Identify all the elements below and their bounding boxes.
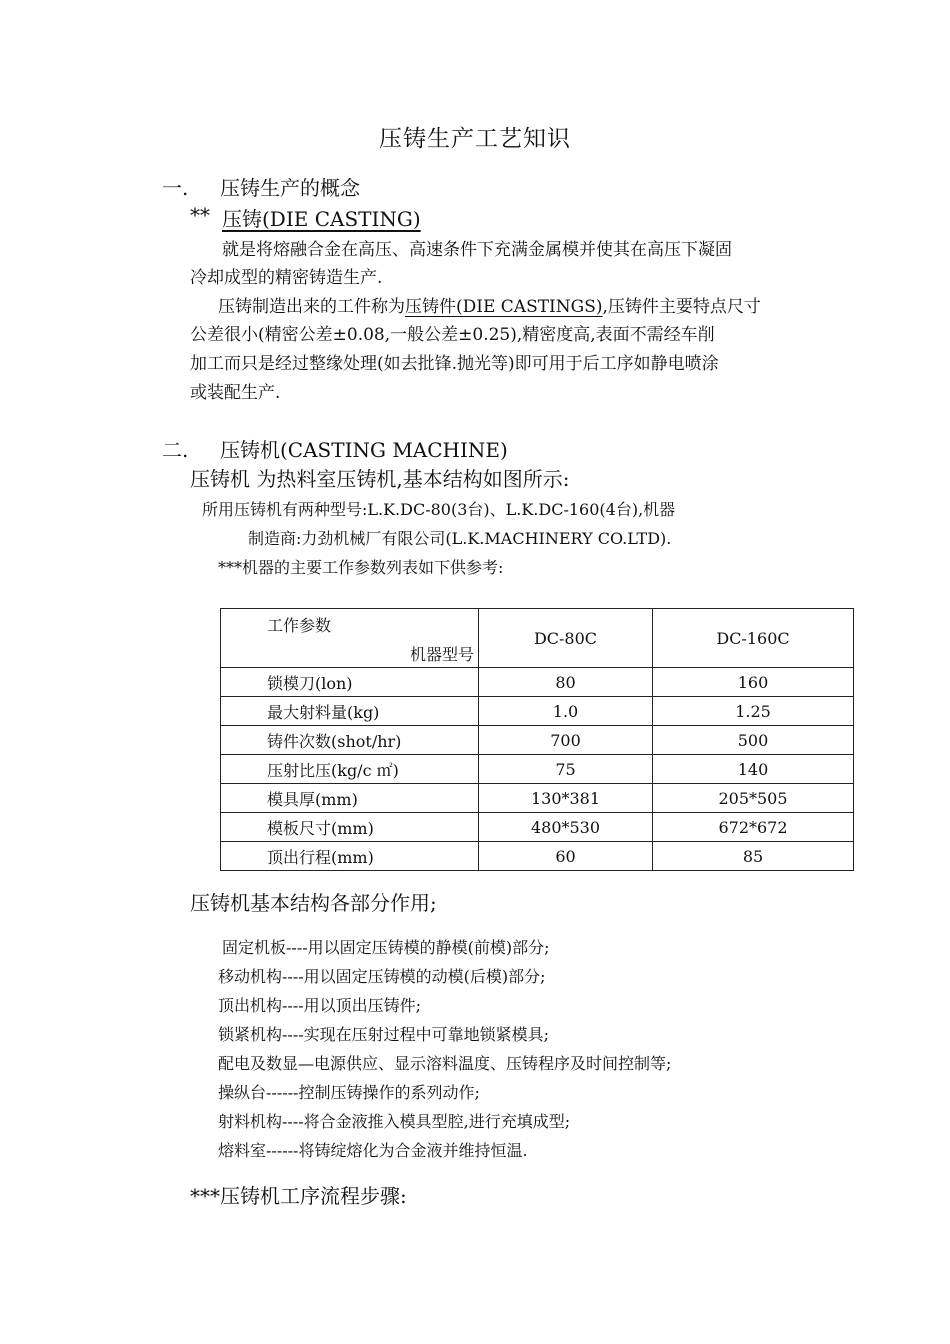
- para2-line1: [218, 292, 761, 317]
- row-label: 模具厚(mm): [221, 784, 479, 813]
- row-value-dc160: 205*505: [653, 784, 854, 813]
- header-param-label: 工作参数: [267, 616, 332, 635]
- table-row: [221, 842, 854, 871]
- table-row: [221, 668, 854, 697]
- structure-item-console: 操纵台------控制压铸操作的系列动作;: [218, 1083, 480, 1102]
- row-value-dc80: 80: [479, 668, 653, 697]
- section1-heading: 压铸生产的概念: [220, 176, 360, 200]
- row-value-dc160: 672*672: [653, 813, 854, 842]
- table-intro: ***机器的主要工作参数列表如下供参考:: [218, 558, 504, 577]
- para2-line4: 或装配生产.: [190, 383, 281, 403]
- para2-line1-b: ,压铸件主要特点尺寸: [602, 297, 761, 317]
- section1-sub-prefix: **: [190, 203, 210, 227]
- parameters-table: [220, 608, 854, 871]
- structure-item-ejector: 顶出机构----用以顶出压铸件;: [218, 996, 422, 1015]
- row-value-dc160: 140: [653, 755, 854, 784]
- row-value-dc80: 480*530: [479, 813, 653, 842]
- section2-intro: 压铸机 为热料室压铸机,基本结构如图所示:: [190, 467, 570, 491]
- structure-item-moving: 移动机构----用以固定压铸模的动模(后模)部分;: [218, 967, 546, 986]
- row-label: 锁模刀(lon): [221, 668, 479, 697]
- para2-line3: 加工而只是经过整缘处理(如去批锋.抛光等)即可用于后工序如静电喷涂: [190, 354, 719, 374]
- models-line2: 制造商:力劲机械厂有限公司(L.K.MACHINERY CO.LTD).: [248, 529, 672, 548]
- die-castings-term: 压铸件(DIE CASTINGS): [405, 297, 603, 317]
- row-value-dc80: 75: [479, 755, 653, 784]
- structure-item-melting: 熔料室------将铸绽熔化为合金液并维持恒温.: [218, 1141, 528, 1160]
- row-label: 压射比压(kg/c ㎡): [221, 755, 479, 784]
- row-value-dc80: 1.0: [479, 697, 653, 726]
- para1-line2: 冷却成型的精密铸造生产.: [190, 268, 383, 288]
- header-model-label: 机器型号: [409, 645, 474, 664]
- section1-number: 一.: [162, 176, 189, 200]
- header-diagonal-cell: [221, 609, 479, 668]
- table-row: [221, 813, 854, 842]
- table-row: [221, 784, 854, 813]
- flow-heading: ***压铸机工序流程步骤:: [190, 1184, 407, 1208]
- para2-line1-a: 压铸制造出来的工件称为: [218, 297, 405, 317]
- structure-item-locking: 锁紧机构----实现在压射过程中可靠地锁紧模具;: [218, 1025, 550, 1044]
- row-value-dc160: 85: [653, 842, 854, 871]
- table-row: [221, 755, 854, 784]
- para1-line1: 就是将熔融合金在高压、高速条件下充满金属模并使其在高压下凝固: [222, 240, 732, 260]
- row-label: 铸件次数(shot/hr): [221, 726, 479, 755]
- row-value-dc80: 130*381: [479, 784, 653, 813]
- row-value-dc160: 160: [653, 668, 854, 697]
- row-value-dc80: 60: [479, 842, 653, 871]
- page-title: 压铸生产工艺知识: [379, 126, 571, 152]
- table-row: [221, 697, 854, 726]
- die-casting-term: 压铸(DIE CASTING): [222, 207, 421, 231]
- row-value-dc80: 700: [479, 726, 653, 755]
- row-label: 最大射料量(kg): [221, 697, 479, 726]
- structure-heading: 压铸机基本结构各部分作用;: [190, 891, 437, 915]
- para2-line2: 公差很小(精密公差±0.08,一般公差±0.25),精密度高,表面不需经车削: [190, 325, 715, 345]
- section2-heading: 压铸机(CASTING MACHINE): [220, 438, 508, 462]
- structure-item-electrical: 配电及数显—电源供应、显示溶料温度、压铸程序及时间控制等;: [218, 1054, 672, 1073]
- structure-item-fixed-plate: 固定机板----用以固定压铸模的静模(前模)部分;: [222, 938, 550, 957]
- structure-item-injection: 射料机构----将合金液推入模具型腔,进行充填成型;: [218, 1112, 571, 1131]
- header-col1: DC-80C: [479, 609, 653, 668]
- row-label: 顶出行程(mm): [221, 842, 479, 871]
- row-label: 模板尺寸(mm): [221, 813, 479, 842]
- models-line1: 所用压铸机有两种型号:L.K.DC-80(3台)、L.K.DC-160(4台),机器: [202, 500, 676, 519]
- row-value-dc160: 1.25: [653, 697, 854, 726]
- table-row: [221, 726, 854, 755]
- header-col2: DC-160C: [653, 609, 854, 668]
- row-value-dc160: 500: [653, 726, 854, 755]
- table-header-row: [221, 609, 854, 668]
- section2-number: 二.: [162, 438, 189, 462]
